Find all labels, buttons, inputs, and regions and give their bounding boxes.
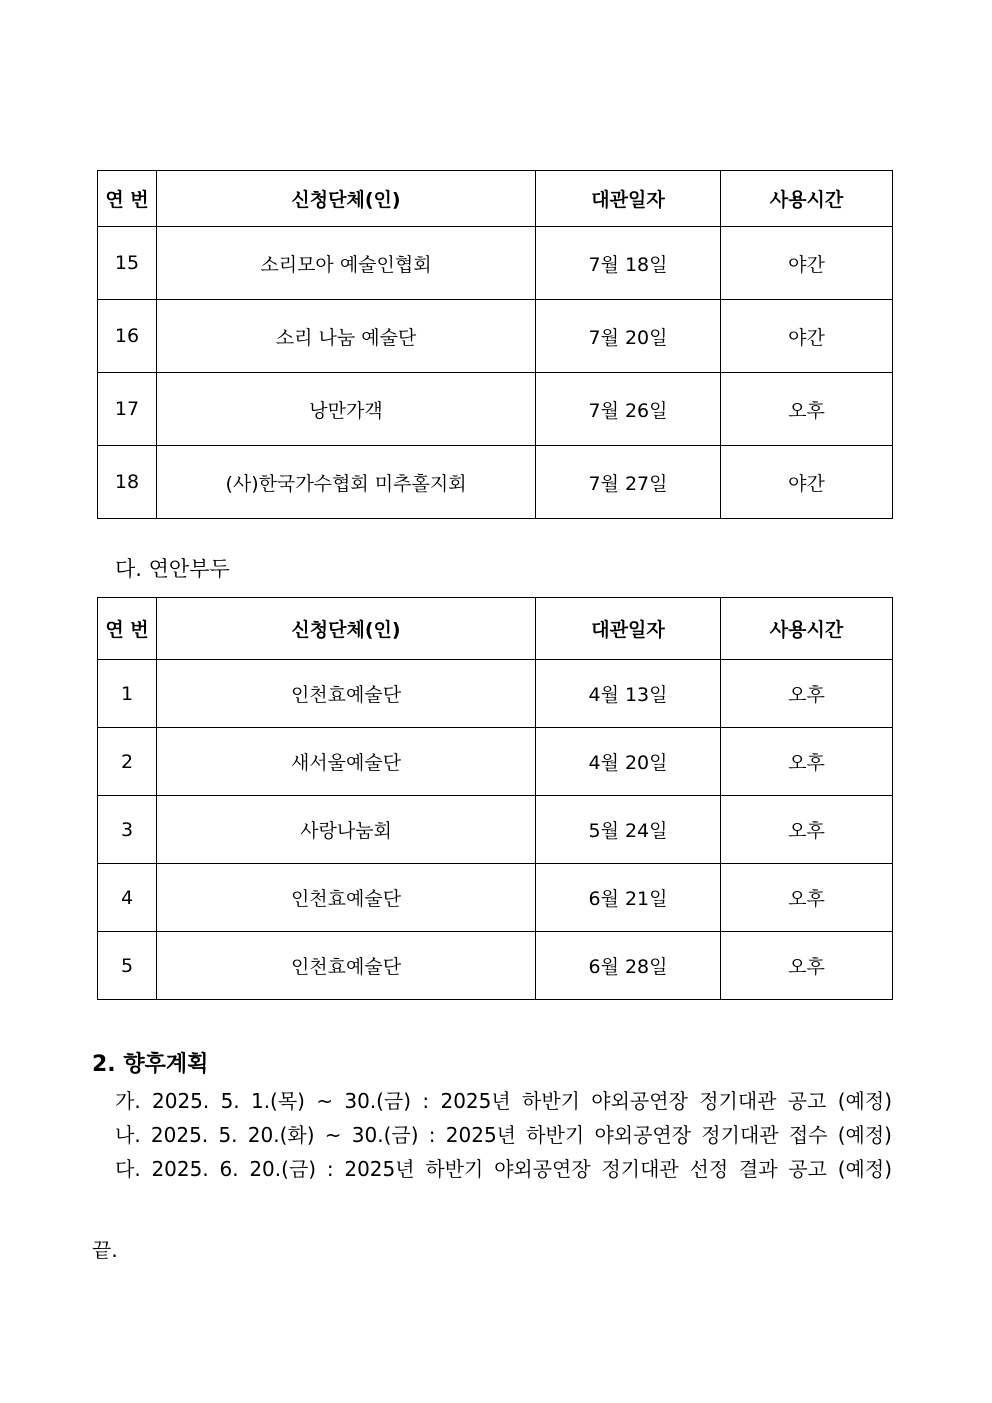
table-row [98,373,893,446]
cell-time: 오후 [721,660,893,728]
cell-time: 야간 [721,300,893,373]
table-row [98,728,893,796]
plan-item: 다. 2025. 6. 20.(금) : 2025년 하반기 야외공연장 정기대관 선정 결과 공고 (예정) [115,1157,892,1181]
header-no: 연 번 [98,171,157,227]
cell-group: 소리모아 예술인협회 [157,227,536,300]
table-row [98,227,893,300]
table-row [98,446,893,519]
cell-date: 4월 20일 [536,728,721,796]
cell-group: (사)한국가수협회 미추홀지회 [157,446,536,519]
rental-table-1 [97,170,893,519]
cell-group: 인천효예술단 [157,932,536,1000]
plan-item: 나. 2025. 5. 20.(화) ~ 30.(금) : 2025년 하반기 야외공연장 정기대관 접수 (예정) [115,1123,892,1147]
cell-group: 사랑나눔회 [157,796,536,864]
cell-time: 야간 [721,227,893,300]
cell-group: 인천효예술단 [157,660,536,728]
rental-table-2 [97,597,893,1000]
cell-no: 2 [98,728,157,796]
cell-time: 오후 [721,796,893,864]
cell-date: 7월 26일 [536,373,721,446]
cell-date: 6월 28일 [536,932,721,1000]
header-group: 신청단체(인) [157,171,536,227]
table-header-row [98,598,893,660]
table-header-row [98,171,893,227]
header-group: 신청단체(인) [157,598,536,660]
header-time: 사용시간 [721,598,893,660]
cell-time: 오후 [721,864,893,932]
plan-item: 가. 2025. 5. 1.(목) ~ 30.(금) : 2025년 하반기 야외공연장 정기대관 공고 (예정) [115,1089,892,1113]
cell-time: 오후 [721,932,893,1000]
cell-no: 5 [98,932,157,1000]
table-row [98,660,893,728]
cell-group: 인천효예술단 [157,864,536,932]
cell-time: 오후 [721,373,893,446]
section-subheading: 다. 연안부두 [115,557,230,581]
cell-no: 16 [98,300,157,373]
cell-group: 낭만가객 [157,373,536,446]
table-row [98,864,893,932]
table-row [98,932,893,1000]
end-mark: 끝. [92,1238,118,1262]
cell-date: 5월 24일 [536,796,721,864]
table-row [98,796,893,864]
cell-no: 17 [98,373,157,446]
table-row [98,300,893,373]
header-no: 연 번 [98,598,157,660]
cell-date: 7월 27일 [536,446,721,519]
cell-time: 오후 [721,728,893,796]
cell-group: 소리 나눔 예술단 [157,300,536,373]
plan-title: 2. 향후계획 [92,1052,209,1077]
cell-no: 1 [98,660,157,728]
cell-date: 7월 18일 [536,227,721,300]
cell-date: 7월 20일 [536,300,721,373]
cell-date: 6월 21일 [536,864,721,932]
header-date: 대관일자 [536,171,721,227]
header-time: 사용시간 [721,171,893,227]
cell-no: 18 [98,446,157,519]
header-date: 대관일자 [536,598,721,660]
cell-no: 15 [98,227,157,300]
cell-time: 야간 [721,446,893,519]
cell-no: 3 [98,796,157,864]
cell-date: 4월 13일 [536,660,721,728]
cell-no: 4 [98,864,157,932]
cell-group: 새서울예술단 [157,728,536,796]
